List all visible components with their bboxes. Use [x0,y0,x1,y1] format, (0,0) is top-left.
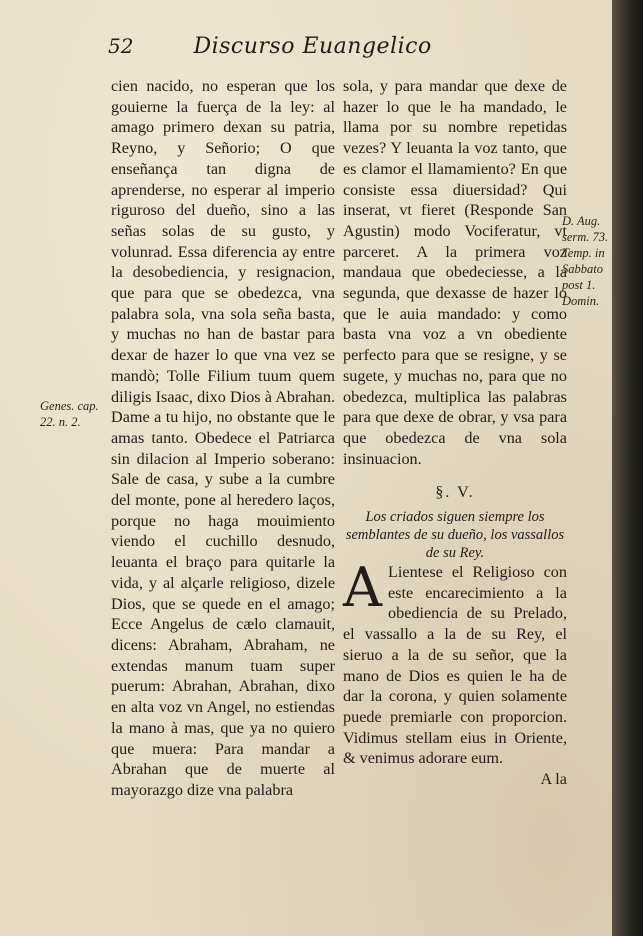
left-column [111,76,335,801]
page-header [108,34,578,68]
section-heading: §. V. [435,484,475,502]
margin-note-right: D. Aug. serm. 73. Temp. in Sabbato post 1. Domin. [562,214,609,308]
section-paragraph [343,556,567,769]
section-subtitle: Los criados siguen siempre los semblantes de su dueño, los vassallos de su Rey. [345,509,565,562]
section-paragraph-text: Lientese el Religioso con este encarecimiento a la obediencia de su Prelado, el vassallo a la de su Rey, el sieruo a la de su señor, que la mano de Dios es quien le ha de dar la corona, y quien solamente puede premiarle con proporcion. Vidimus stellam eius in Oriente, & venimus adorare eum. [343,563,567,768]
running-title: Discurso Euangelico [193,34,432,59]
left-column-text: cien nacido, no esperan que los gouierne la fuerça de la ley: al amago primero dexan su patria, Reyno, y Señorio; O que enseñança tan digna de aprenderse, no esperar al imperio riguroso del dueño, sino a las señas solas de su gusto, y volunrad. Essa diferencia ay entre la desobediencia, y resignacion, que para que se obedezca, vna palabra sola, vna sola seña basta, y muchas no han de bastar para dexar de hazer lo que vna vez se mandò; Tolle Filium tuum quem diligis Isaac, dixo Dios à Abrahan. Dame a tu hijo, no obstante que le amas tanto. Obedece el Patriarca sin dilacion al Imperio soberano: Sale de casa, y sube a la cumbre del monte, pone al heredero laços, porque no haga mouimiento viendo el cuchillo desnudo, leuanta el braço para quitarle la vida, y al alçarle religioso, dizele Dios, que se quede en el amago; Ecce Angelus de cælo clamauit, dicens: Abraham, Abraham, ne extendas manum tuam super puerum: Abrahan, Abrahan, dixo en alta voz vn Angel, no estiendas la mano à mas, que ya no quiero que muera: Para mandar a Abrahan que de muerte al mayorazgo dize vna palabra [111,77,335,799]
page-number: 52 [108,34,134,58]
catchword: A la [540,770,567,789]
drop-cap: A [343,556,382,620]
right-column-text: sola, y para mandar que dexe de hazer lo que le ha mandado, le llama por su nombre repetidas vezes? Y leuanta la voz tanto, que es clamor el llamamiento? En que consiste essa diuersidad? Qui inserat, vt fieret (Responde San Agustin) modo Vociferatur, vt parceret. A la primera voz mandaua que obedeciesse, a la segunda, que dexasse de hazer lo que le auia mandado: y como basta vna voz a vn obediente perfecto para que se resigne, y se sugete, y muchas no, para que no obedezca, multiplica las palabras para que dexe de obrar, y vsa para que obedezca de vna sola insinuacion. [343,77,567,468]
right-column [343,76,567,790]
margin-note-left: Genes. cap. 22. n. 2. [40,399,99,429]
book-gutter [612,0,643,936]
